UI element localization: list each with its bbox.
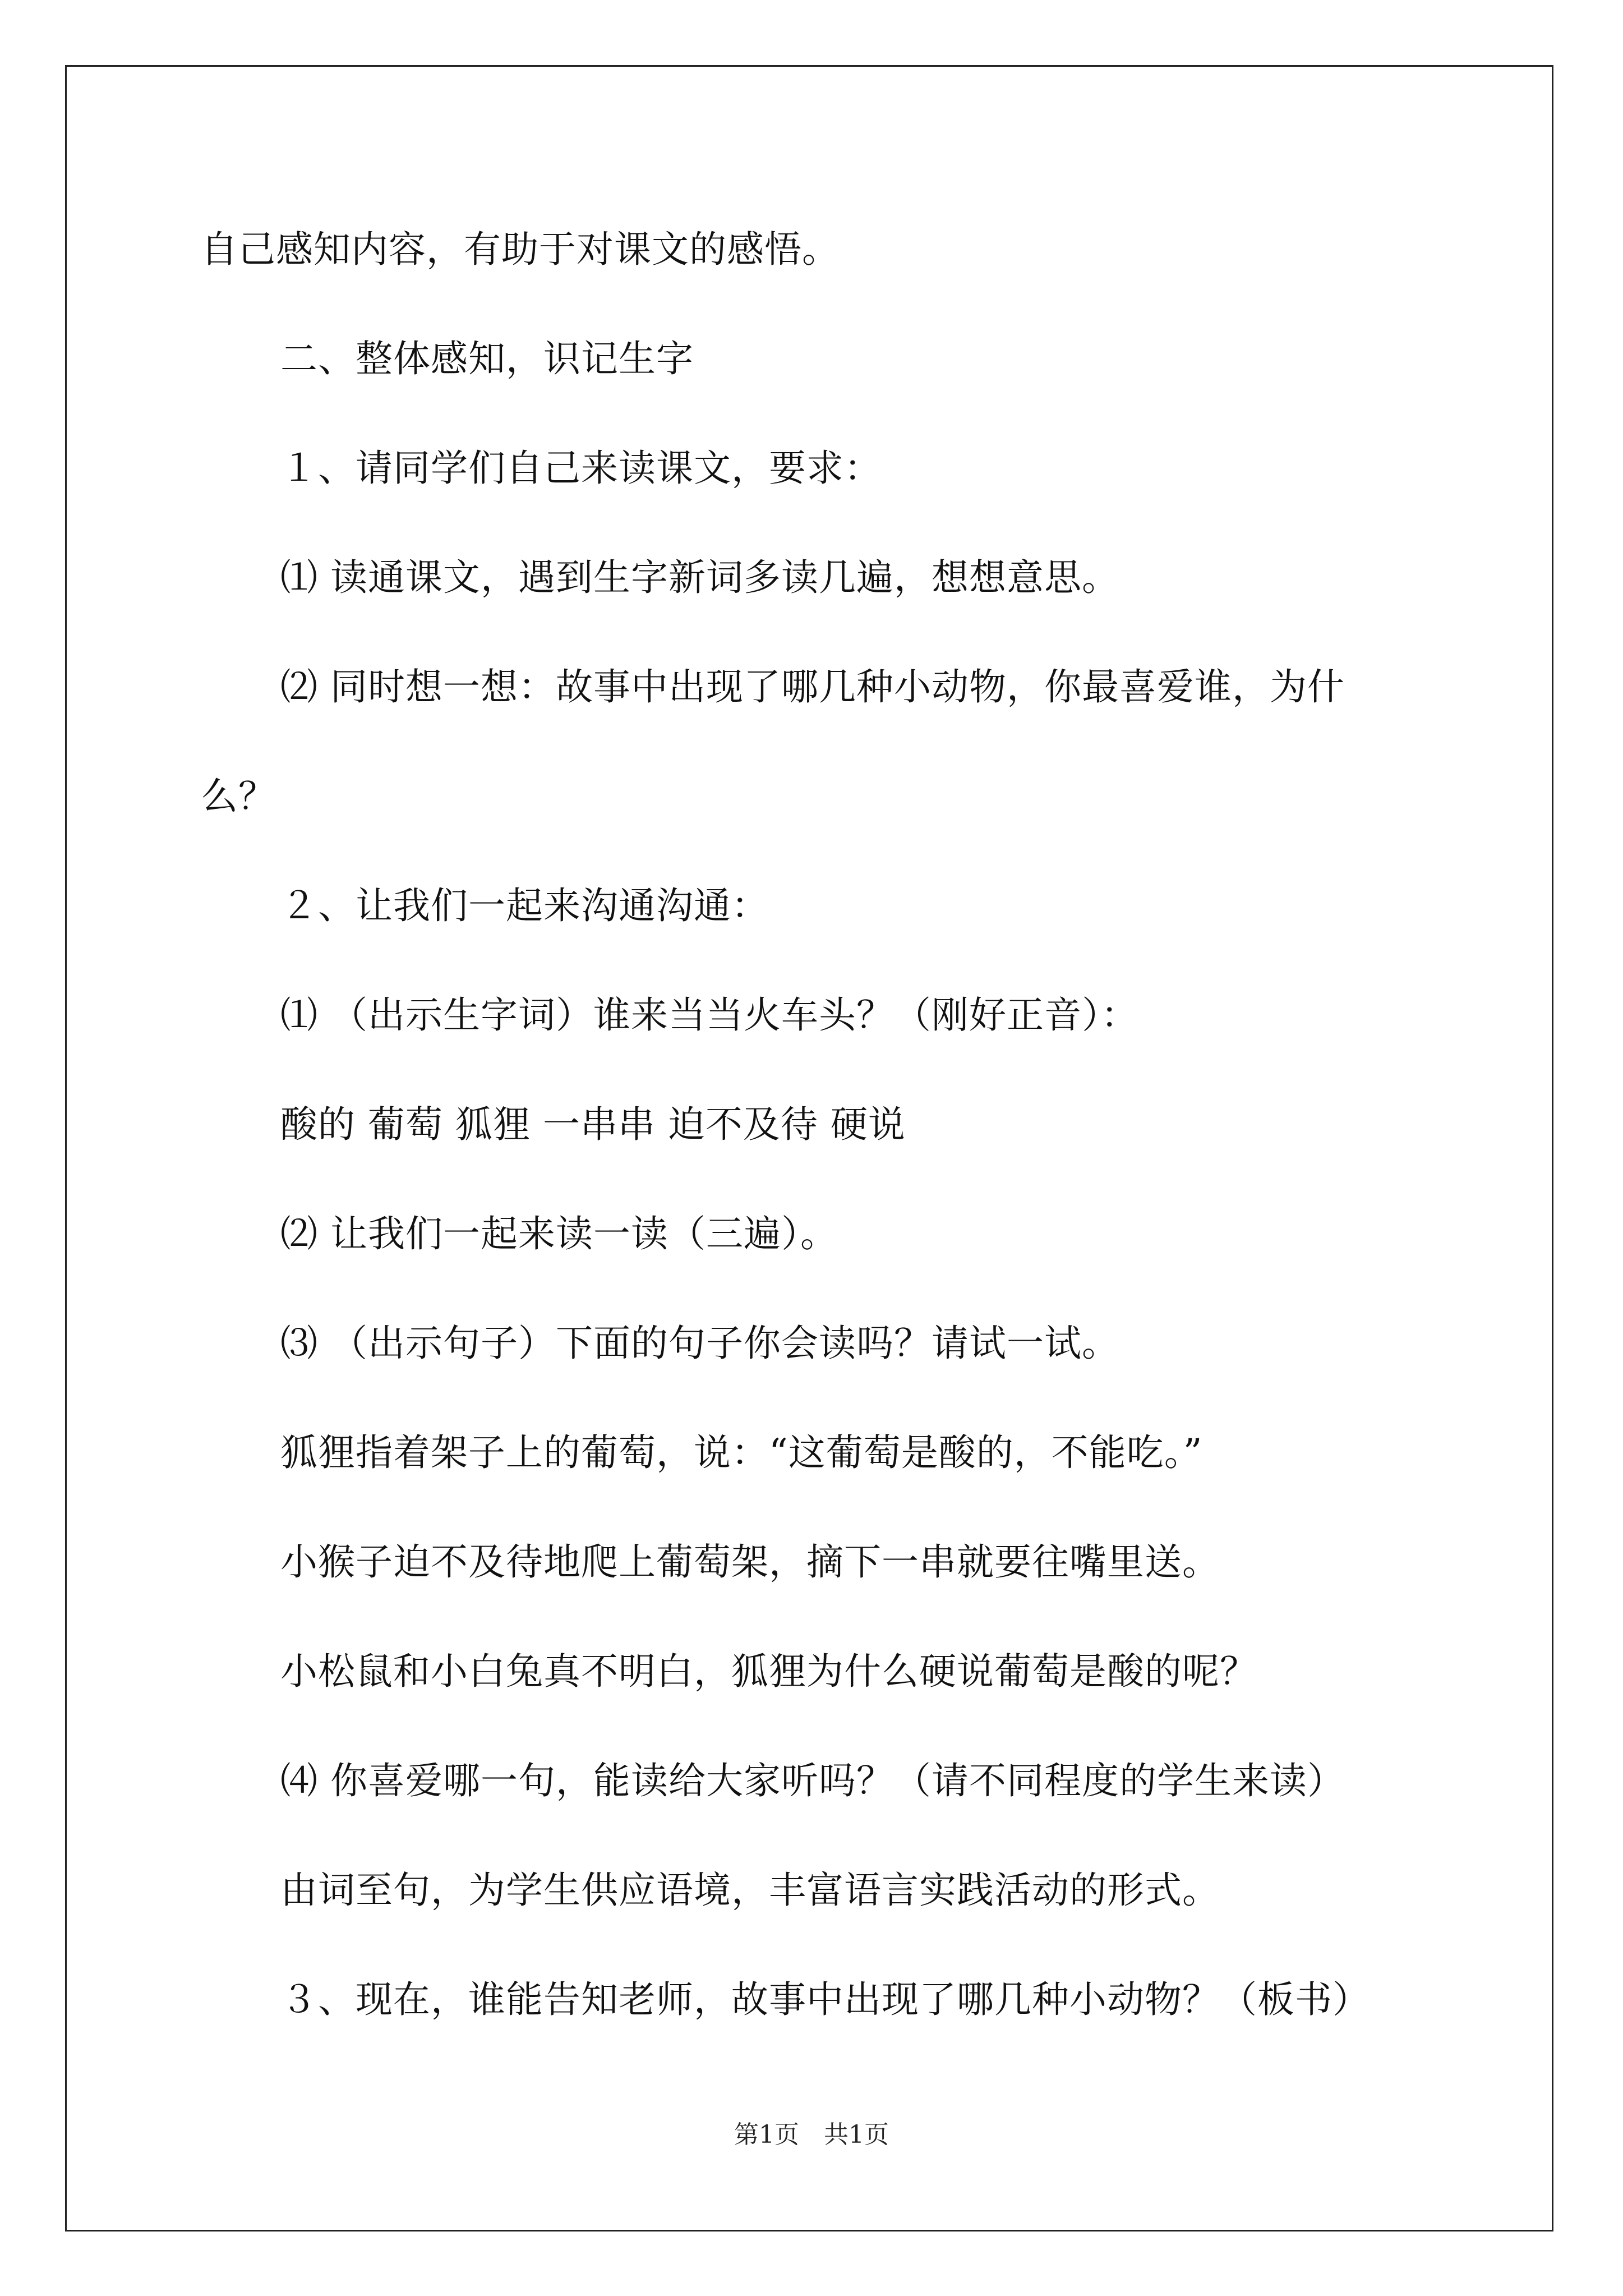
paragraph-4: ⑴ 读通课文，遇到生字新词多读几遍，想想意思。 [280,556,1119,599]
paragraph-15: ⑷ 你喜爱哪一句，能读给大家听吗？（请不同程度的学生来读） [280,1759,1345,1802]
sentence-3: 小松鼠和小白兔真不明白，狐狸为什么硬说葡萄是酸的呢？ [280,1650,1257,1693]
paragraph-17: ３、现在，谁能告知老师，故事中出现了哪几种小动物？（板书） [280,1978,1370,2021]
sentence-1: 狐狸指着架子上的葡萄，说：“这葡萄是酸的，不能吃。” [280,1431,1203,1474]
vocabulary-line: 酸的 葡萄 狐狸 一串串 迫不及待 硬说 [280,1103,906,1146]
sentence-2: 小猴子迫不及待地爬上葡萄架，摘下一串就要往嘴里送。 [280,1540,1220,1584]
paragraph-8: ⑴ （出示生字词）谁来当当火车头？（刚好正音）： [280,993,1138,1037]
paragraph-7: ２、让我们一起来沟通沟通： [280,884,769,927]
paragraph-6: 么？ [201,775,276,818]
paragraph-3: １、请同学们自己来读课文，要求： [280,447,882,490]
paragraph-11: ⑶ （出示句子）下面的句子你会读吗？请试一试。 [280,1322,1119,1365]
paragraph-5: ⑵ 同时想一想：故事中出现了哪几种小动物，你最喜爱谁，为什 [280,665,1345,708]
paragraph-16: 由词至句，为学生供应语境，丰富语言实践活动的形式。 [280,1869,1220,1912]
section-heading: 二、整体感知，识记生字 [280,337,694,380]
page-footer: 第1页 共1页 [734,2120,889,2149]
paragraph-1: 自己感知内容，有助于对课文的感悟。 [201,228,840,271]
paragraph-10: ⑵ 让我们一起来读一读（三遍）。 [280,1212,838,1255]
